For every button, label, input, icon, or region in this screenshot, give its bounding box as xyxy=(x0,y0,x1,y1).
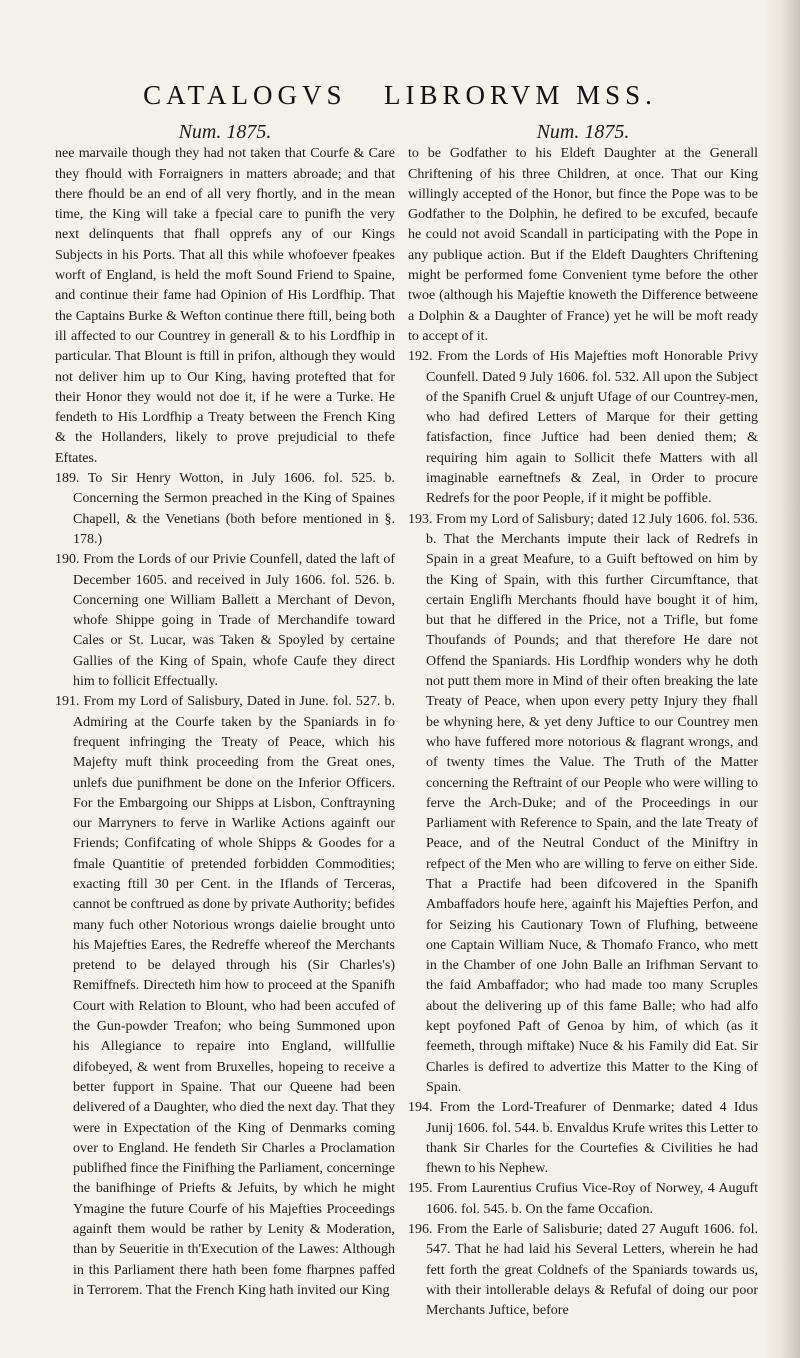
entry-194: 194. From the Lord-Treafurer of Denmarke; dated 4 Idus Junij 1606. fol. 544. b. Envaldus Krufe writes this Letter to thank Sir Charles for the Courtefies & Civilities he had fhewn to his Nephew. xyxy=(408,1100,758,1177)
right-entry-number: Num. 1875. xyxy=(536,121,630,143)
entry-193: 193. From my Lord of Salisbury; dated 12 July 1606. fol. 536. b. That the Merchants impute their lack of Redrefs in Spain in a great Meafure, to a Guift beftowed on him by the King of Spain, with this further Circumftance, that certain Englifh Merchants fhould have bought it of him, but that he differed in the Price, not a Trifle, but fome Thoufands of Pounds; and that therefore He dare not Offend the Spaniards. His Lordfhip wonders why he doth not putt them more in Mind of their often breaking the late Treaty of Peace, when upon every petty Injury they fhall be whyning here, & yet deny Juftice to our Countrey men who have fuffered more notorious & flagrant wrongs, and of twenty times the Value. The Truth of the Matter concerning the Reftraint of our People who were willing to ferve the Arch-Duke; and of the Proceedings in our Parliament with Reference to Spain, and the late Treaty of Peace, and of the Neutral Conduct of the Miniftry in refpect of the Men who are willing to ferve on either Side. That a Practife had been difcovered in the Spanifh Ambaffadors houfe here, againft his Majefties Perfon, and for Seizing his Cautionary Town of Flufhing, betweene one Captain William Nuce, & Thomafo Franco, who mett in the Chamber of one John Balle an Irifhman Servant to the faid Ambaffador; who had made too many Scruples about the delivering up of this fame Balle; who had alfo kept poyfoned Paft of Genoa by him, of which (as it feemeth, through miftake) Nuce & his Family did Eat. Sir Charles is defired to advertize this Matter to the King of Spain. xyxy=(408,511,758,1095)
entry-190: 190. From the Lords of our Privie Counfell, dated the laft of December 1605. and received in July 1606. fol. 526. b. Concerning one William Ballett a Merchant of Devon, whofe Shippe going in Trade of Merchandife toward Cales or St. Lucar, was Taken & Spoyled by certaine Gallies of the King of Spain, whofe Caufe they direct him to follicit Effectually. xyxy=(55,552,395,690)
entry-191: 191. From my Lord of Salisbury, Dated in June. fol. 527. b. Admiring at the Courfe taken by the Spaniards in fo frequent infringing the Treaty of Peace, which his Majefty muft think proceeding from the Great ones, unlefs due punifhment be done on the Inferior Officers. For the Embargoing our Shipps at Lisbon, Conftrayning our Marryners to ferve in Warlike Actions againft our Friends; Confifcating of whole Shipps & Goodes for a fmale Quantitie of pretended forbidden Commodities; exacting ftill 30 per Cent. in the Iflands of Terceras, cannot be conftrued as done by private Authority; befides many fuch other Notorious wrongs daielie brought unto his Majefties Eares, the Redreffe whereof the Merchants pretend to be delayed through his (Sir Charles's) Remiffnefs. Directeth him how to proceed at the Spanifh Court with Relation to Blount, who had been accufed of the Gun-powder Treafon; who being Summoned upon his Allegiance to repaire into England, willfullie difobeyed, & went from Bruxelles, hopeing to receive a better fupport in Spaine. That our Queene had been delivered of a Daughter, who died the next day. That they were in Expectation of the King of Denmarks coming over to England. He fendeth Sir Charles a Proclamation publifhed fince the Finifhing the Parliament, concerninge the banifhinge of Priefts & Jefuits, by which he might Ymagine the future Courfe of his Majefties Proceedings againft them would be rather by Lenity & Moderation, than by Seueritie in th'Execution of the Lawes: Although in this Parliament there hath been fome fharpnes paffed in Terrorem. That the French King hath invited our King xyxy=(55,694,395,1298)
page-edge-shadow xyxy=(764,0,800,1358)
header-title-right: LIBRORVM MSS. xyxy=(383,80,657,110)
left-entry-number: Num. 1875. xyxy=(178,121,272,143)
left-column xyxy=(55,122,395,1301)
header-title-left: CATALOGVS xyxy=(143,80,347,110)
entry-195: 195. From Laurentius Crufius Vice-Roy of Norwey, 4 Auguft 1606. fol. 545. b. On the fame Occafion. xyxy=(408,1181,758,1217)
entry-189: 189. To Sir Henry Wotton, in July 1606. fol. 525. b. Concerning the Sermon preached in the King of Spaines Chapell, & the Venetians (both before mentioned in §. 178.) xyxy=(55,471,395,547)
running-header xyxy=(0,80,800,111)
entry-192: 192. From the Lords of His Majefties moft Honorable Privy Counfell. Dated 9 July 1606. fol. 532. All upon the Subject of the Spanifh Cruel & unjuft Ufage of our Countrey-men, who had defired Letters of Marque for their getting fatisfaction, fince Juftice had been denied them; & requiring him again to Sollicit thefe Matters with all imaginable earneftnefs & Zeal, in Order to procure Redrefs for the poor People, if it might be poffible. xyxy=(408,349,758,507)
right-intro-paragraph: to be Godfather to his Eldeft Daughter at the Generall Chriftening of his three Children, at once. That our King willingly accepted of the Honor, but fince the Pope was to be Godfather to the Dolphin, he defired to be excufed, becaufe he could not avoid Scandall in participating with the Pope in any publique action. But if the Eldeft Daughters Chriftening might be performed fome Convenient tyme before the other twoe (although his Majeftie knoweth the Difference betweene a Dolphin & a Daughter of France) yet he will be moft ready to accept of it. xyxy=(408,146,758,344)
left-intro-paragraph: nee marvaile though they had not taken that Courfe & Care they fhould with Forraigners in matters abroade; and that there fhould be an end of all very fhortly, and in the mean time, the King will take a fpecial care to punifh the very next delinquents that fhall opprefs any of our Kings Subjects in his Ports. That all this while whofoever fpeakes worft of England, is held the moft Sound Friend to Spaine, and continue their fame had Opinion of His Lordfhip. That the Captains Burke & Wefton continue there ftill, being both ill affected to our Countrey in generall & to his Lordfhip in particular. That Blount is ftill in prifon, although they would not deliver him up to Our King, having protefted that for their Honor they would not doe it, if he were a Turke. He fendeth to His Lordfhip a Treaty between the French King & the Hollanders, likely to prove prejudicial to thefe Eftates. xyxy=(55,146,395,466)
right-column xyxy=(408,122,758,1322)
entry-196: 196. From the Earle of Salisburie; dated 27 Auguft 1606. fol. 547. That he had laid his Several Letters, wherein he had fett forth the great Coldnefs of the Spaniards towards us, with their intollerable delays & Refufal of doing our poor Merchants Juftice, before xyxy=(408,1222,758,1319)
